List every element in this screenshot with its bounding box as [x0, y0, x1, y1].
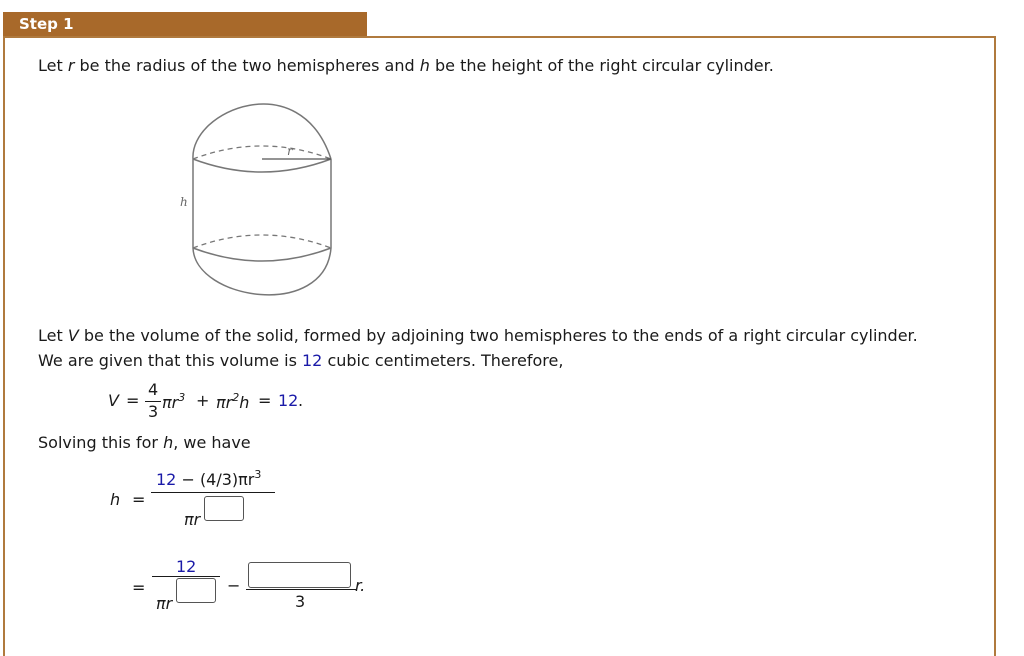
eq2-numerator-rest: − (4/3)πr — [176, 470, 255, 489]
eq1-equals-2: = — [258, 391, 272, 410]
eq3-denominator-2: 3 — [295, 592, 306, 611]
eq3-numerator-1: 12 — [176, 557, 197, 576]
text-part: Let — [38, 326, 68, 345]
radius-label: r — [287, 144, 293, 158]
eq1-term1 — [162, 391, 185, 412]
top-ellipse-back — [193, 146, 331, 159]
eq3-numerator-input[interactable] — [248, 562, 351, 588]
bottom-ellipse-back — [193, 235, 331, 248]
eq3-fraction-bar-1 — [152, 576, 220, 577]
text-part: We are given that this volume is — [38, 351, 302, 370]
step-title: Step 1 — [19, 15, 74, 33]
eq3-denominator-exponent-input[interactable] — [176, 578, 216, 603]
top-ellipse-front — [193, 159, 331, 172]
intro-text — [38, 56, 774, 75]
eq1-period: . — [298, 391, 304, 410]
given-volume-line — [38, 351, 563, 370]
text-part: , we have — [173, 433, 251, 452]
intro-part: be the height of the right circular cylinder. — [429, 56, 774, 75]
eq2-fraction-bar — [151, 492, 275, 493]
top-hemisphere — [193, 104, 331, 159]
eq2-numerator — [156, 468, 261, 489]
step-panel — [3, 36, 996, 656]
solving-text — [38, 433, 251, 452]
eq1-fraction-numerator: 4 — [148, 380, 159, 399]
eq1-fraction-denominator: 3 — [148, 402, 159, 421]
eq2-numerator-exponent: 3 — [254, 468, 262, 481]
bottom-ellipse-front — [193, 248, 331, 261]
eq3-minus: − — [227, 576, 241, 595]
eq1-term2-base: πr — [216, 393, 233, 412]
text-part: be the volume of the solid, formed by adjoining two hemispheres to the ends of a right circular cylinder. — [78, 326, 918, 345]
volume-definition-line — [38, 326, 918, 345]
eq2-equals: = — [132, 490, 146, 509]
eq1-term2-h: h — [239, 393, 250, 412]
eq1-term1-base: πr — [162, 393, 179, 412]
eq3-equals: = — [132, 578, 146, 597]
given-volume-value: 12 — [302, 351, 323, 370]
eq1-lhs: V — [108, 391, 119, 410]
eq2-denominator: πr — [184, 510, 201, 529]
solid-figure — [180, 100, 350, 310]
intro-part: Let — [38, 56, 68, 75]
eq2-denominator-exponent-input[interactable] — [204, 496, 244, 521]
eq1-term1-exponent: 3 — [178, 391, 186, 404]
text-part: cubic centimeters. Therefore, — [322, 351, 564, 370]
eq1-term2-exponent: 2 — [232, 391, 240, 404]
eq3-fraction-bar-2 — [246, 589, 357, 590]
var-h: h — [419, 56, 430, 75]
var-v: V — [67, 326, 79, 345]
intro-part: be the radius of the two hemispheres and — [74, 56, 420, 75]
eq3-denominator-1: πr — [156, 594, 173, 613]
eq2-lhs: h — [110, 490, 121, 509]
eq1-equals: = — [126, 391, 140, 410]
eq2-numerator-value: 12 — [156, 470, 177, 489]
height-label: h — [180, 195, 188, 209]
var-h: h — [163, 433, 174, 452]
var-r: r — [67, 56, 75, 75]
text-part: Solving this for — [38, 433, 164, 452]
eq1-plus: + — [196, 391, 210, 410]
eq1-value: 12 — [278, 391, 299, 410]
eq3-suffix: r. — [355, 576, 366, 595]
step-header — [3, 12, 367, 36]
eq1-term2 — [216, 391, 249, 412]
